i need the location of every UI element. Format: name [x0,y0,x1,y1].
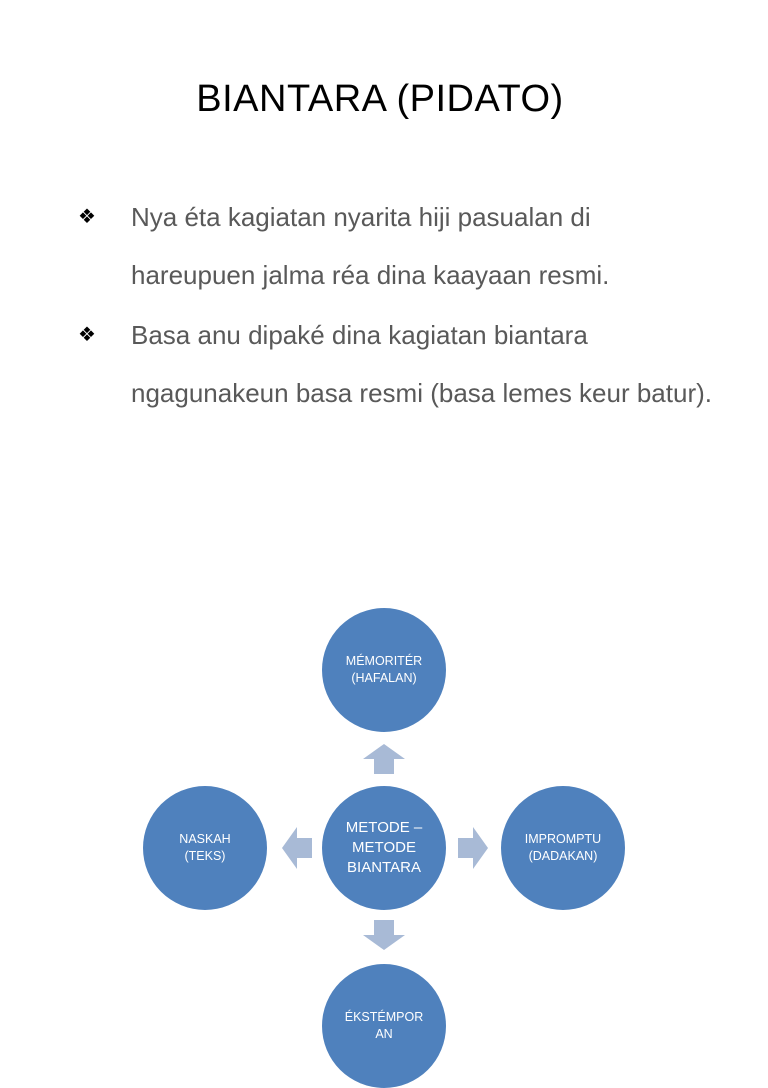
node-label: (HAFALAN) [351,671,417,685]
bullet-item [78,188,718,304]
arrow-down-icon [363,920,405,950]
node-label: NASKAH [179,832,231,846]
node-label: BIANTARA [347,859,421,876]
bullet-text: Basa anu dipaké dina kagiatan biantara ngagunakeun basa resmi (basa lemes keur batur). [131,320,712,408]
node-memoriter [322,608,446,732]
node-label: ÉKSTÉMPOR [344,1010,424,1024]
diamond-bullet-icon: ❖ [78,324,96,346]
node-label: MÉMORITÉR [345,654,423,668]
node-label: (DADAKAN) [528,849,598,863]
node-naskah [143,786,267,910]
bullet-item [78,306,718,422]
arrow-left-icon [282,827,312,869]
bullet-list [78,188,718,424]
node-label: (TEKS) [184,849,226,863]
bullet-text: Nya éta kagiatan nyarita hiji pasualan di hareupuen jalma réa dina kaayaan resmi. [131,202,610,290]
node-label: METODE – [345,819,423,836]
node-label: AN [375,1027,393,1041]
diamond-bullet-icon: ❖ [78,206,96,228]
node-label: METODE [352,839,416,856]
arrow-right-icon [458,827,488,869]
node-center-metode [322,786,446,910]
slide-title: BIANTARA (PIDATO) [196,78,564,120]
node-label: IMPROMPTU [524,832,602,846]
node-impromptu [501,786,625,910]
arrow-up-icon [363,744,405,774]
node-ekstemporan [322,964,446,1088]
